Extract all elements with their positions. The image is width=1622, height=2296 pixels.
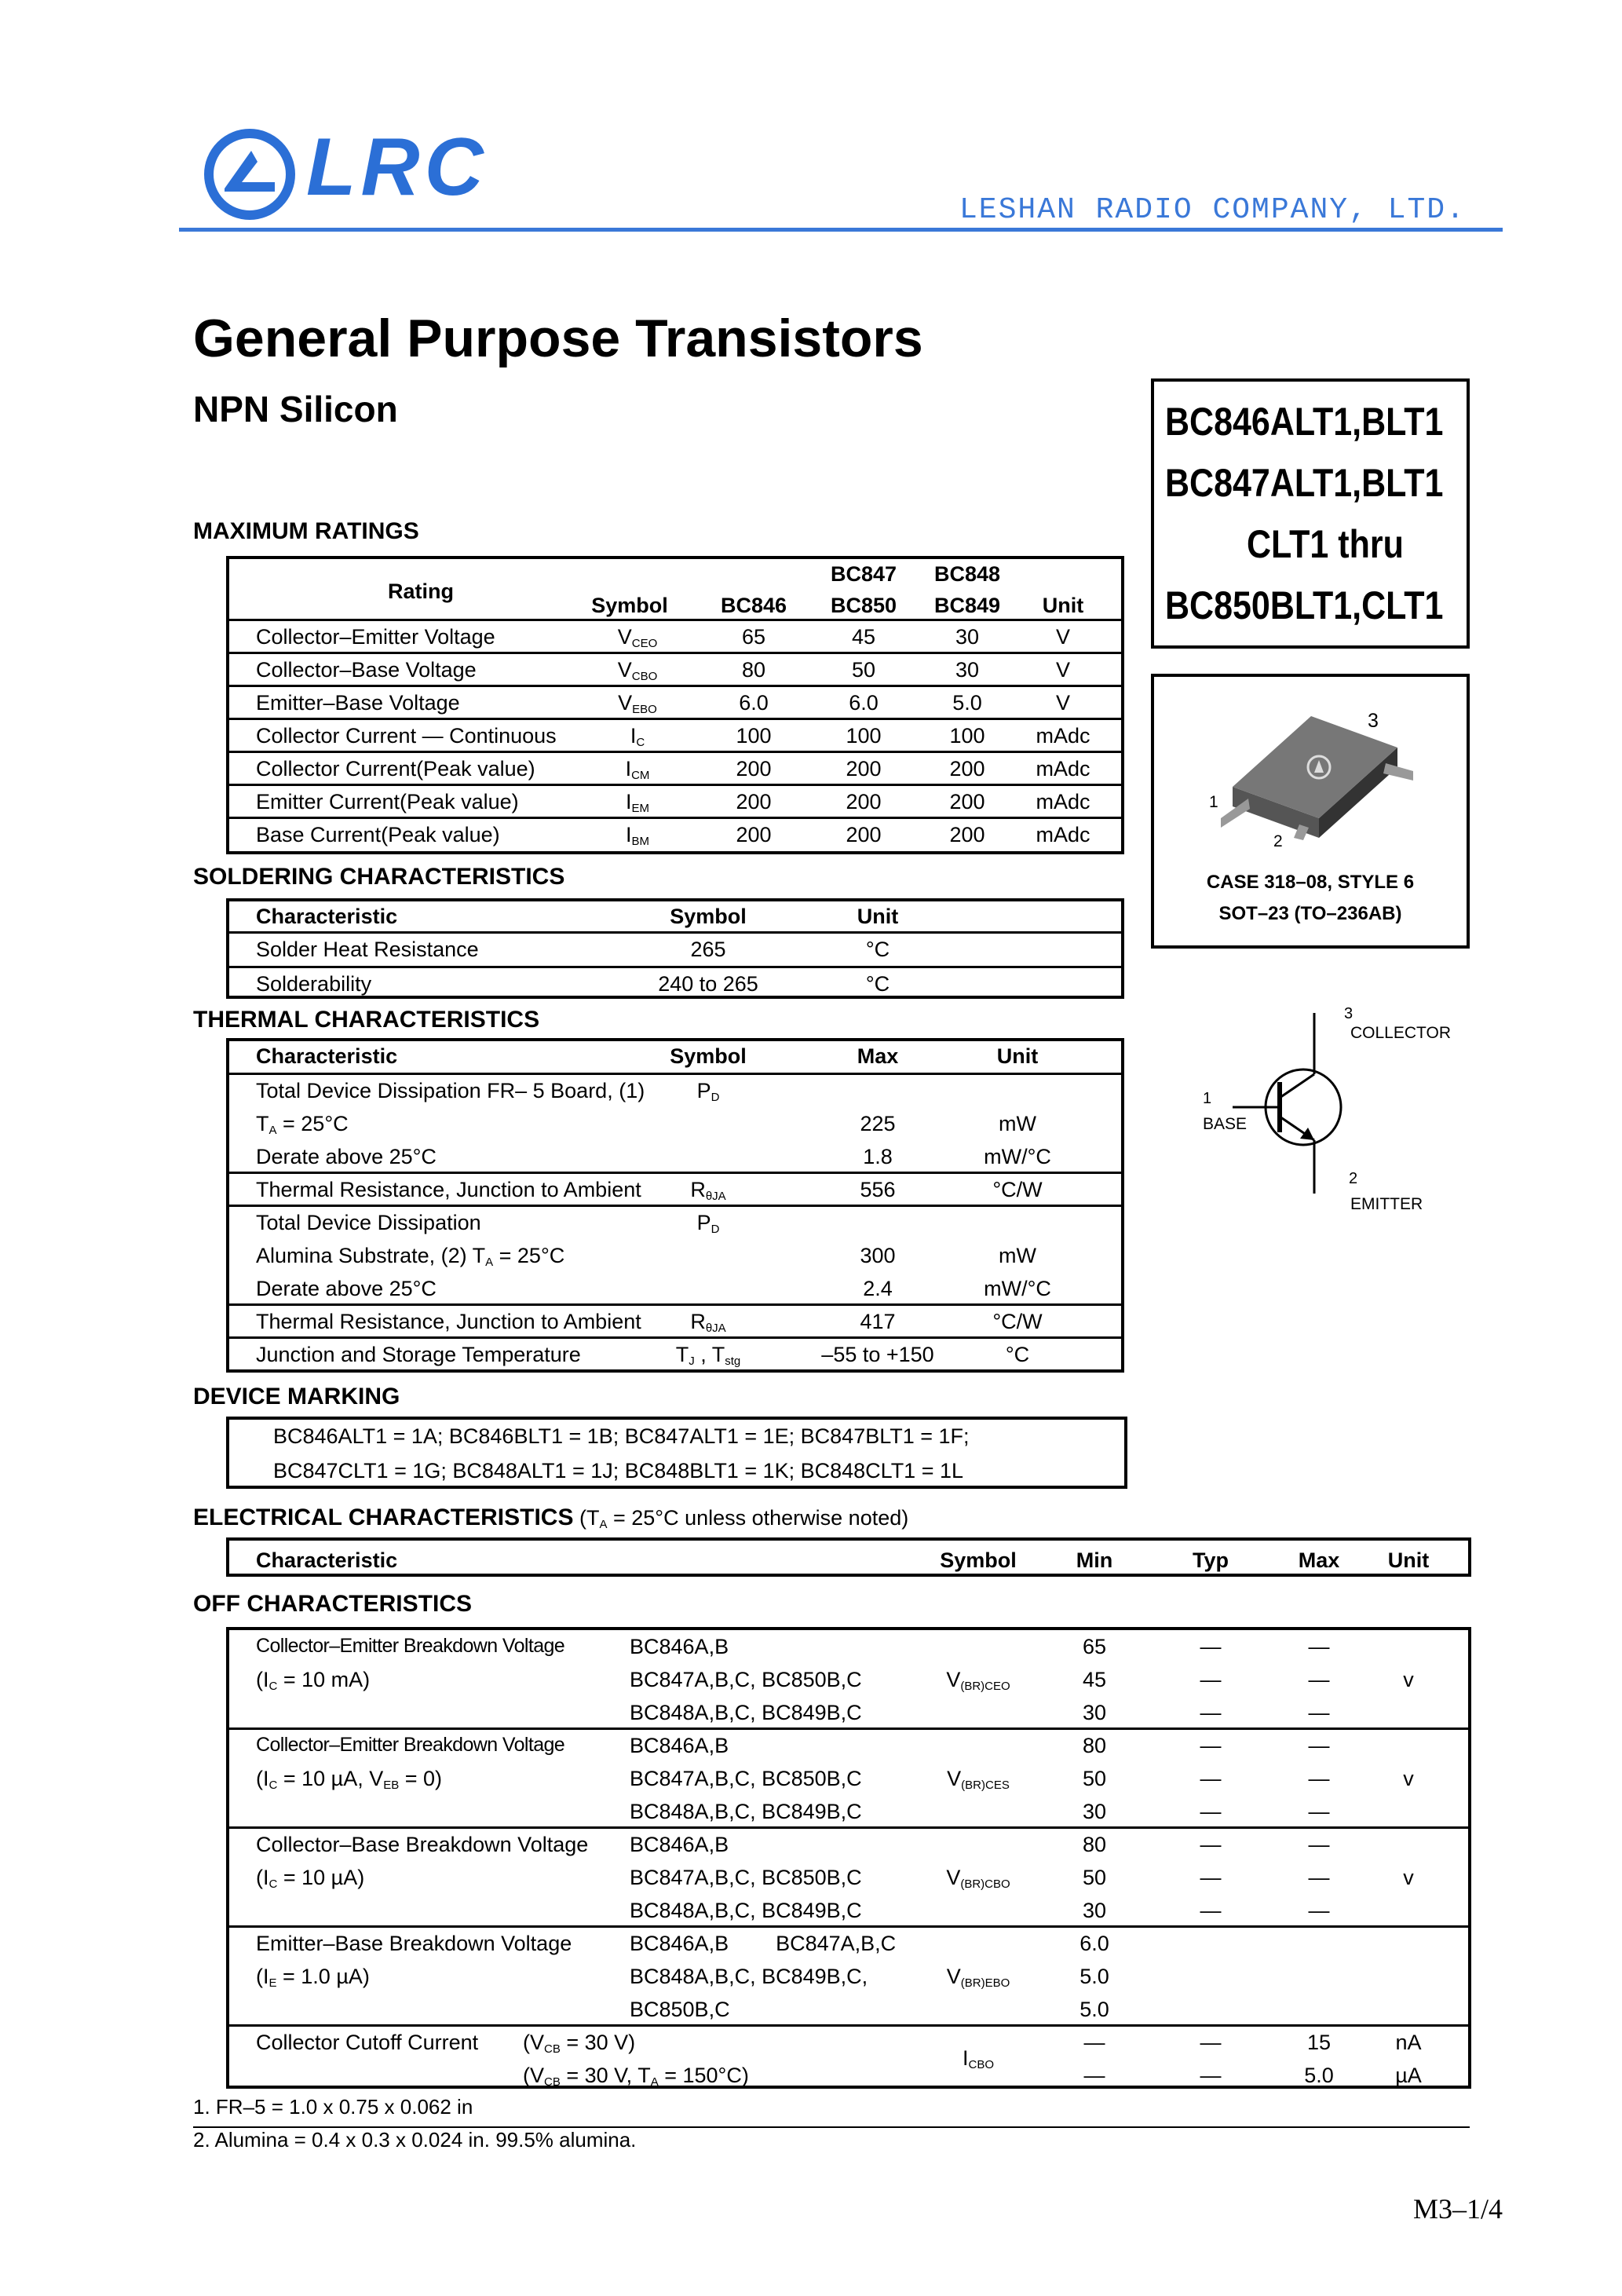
table-cell: —: [1308, 1734, 1330, 1757]
col-header: BC847: [830, 562, 897, 586]
schematic-collector-label: COLLECTOR: [1350, 1024, 1451, 1042]
table-cell: 556: [860, 1178, 896, 1201]
table-cell: Total Device Dissipation FR– 5 Board, (1): [256, 1079, 645, 1102]
group-condition: ($I_C = 10$ mA): [256, 1668, 371, 1693]
device-cell: BC850B,C: [630, 1998, 730, 2021]
table-cell: 80: [741, 658, 766, 682]
symbol-cell: $R_{\theta JA}$: [690, 1178, 726, 1203]
symbol-cell: $I_{BM}$: [625, 823, 650, 848]
page-title: General Purpose Transistors: [193, 309, 923, 368]
logo: [203, 122, 493, 221]
table-cell: —: [1083, 2031, 1105, 2054]
schematic-pin1: 1: [1203, 1090, 1212, 1107]
table-cell: —: [1308, 1767, 1330, 1790]
off-characteristics-table: [226, 1627, 1471, 2089]
table-cell: —: [1200, 2031, 1222, 2054]
table-cell: —: [1308, 1899, 1330, 1922]
table-cell: 6.0: [739, 691, 769, 715]
table-cell: 30: [955, 658, 980, 682]
table-cell: 6.0: [849, 691, 879, 715]
table-cell: Alumina Substrate, (2) $T_A = 25^\circ C$: [256, 1244, 565, 1269]
table-cell: Emitter Current(Peak value): [256, 790, 519, 813]
table-cell: v: [1403, 1866, 1414, 1889]
table-cell: 265: [690, 938, 726, 961]
package-sot: SOT–23 (TO–236AB): [1218, 903, 1402, 924]
table-cell: 200: [949, 757, 985, 781]
table-cell: 15: [1306, 2031, 1332, 2054]
table-cell: 100: [736, 724, 772, 748]
table-cell: 30: [1082, 1701, 1107, 1724]
soldering-table: [226, 898, 1124, 999]
schematic-emitter-label: EMITTER: [1350, 1195, 1423, 1213]
table-cell: nA: [1395, 2031, 1422, 2054]
package-case: CASE 318–08, STYLE 6: [1206, 872, 1415, 893]
lrc-logo-icon: [203, 127, 297, 221]
col-header: BC849: [933, 594, 1001, 617]
schematic-pin2: 2: [1349, 1170, 1358, 1187]
col-header: Min: [1076, 1548, 1113, 1572]
symbol-cell: $V_{(BR)CEO}$: [946, 1668, 1010, 1693]
table-cell: 200: [846, 757, 882, 781]
col-header: Characteristic: [256, 1548, 398, 1572]
table-cell: V: [1055, 658, 1071, 682]
device-cell: BC848A,B,C, BC849B,C: [630, 1701, 862, 1724]
table-cell: 200: [846, 790, 882, 813]
col-header: BC846: [720, 594, 787, 617]
page-subtitle: NPN Silicon: [193, 389, 398, 430]
table-cell: 200: [736, 823, 772, 846]
table-cell: 100: [949, 724, 985, 748]
symbol-cell: $V_{CBO}$: [617, 658, 658, 683]
col-header: Symbol: [591, 594, 668, 617]
table-cell: 80: [1082, 1734, 1107, 1757]
col-header: Characteristic: [256, 905, 398, 928]
table-cell: °C: [865, 972, 890, 996]
table-cell: —: [1200, 1899, 1222, 1922]
table-cell: —: [1308, 1866, 1330, 1889]
electrical-header-box: [226, 1537, 1471, 1577]
table-cell: v: [1403, 1767, 1414, 1790]
marking-line: BC847CLT1 = 1G; BC848ALT1 = 1J; BC848BLT1 = 1K; BC848CLT1 = 1L: [273, 1459, 964, 1483]
device-cell: BC848A,B,C, BC849B,C: [630, 1899, 862, 1922]
part-line: BC850BLT1,CLT1: [1165, 583, 1444, 627]
symbol-cell: $V_{(BR)EBO}$: [946, 1965, 1010, 1990]
part-line: BC847ALT1,BLT1: [1165, 461, 1444, 505]
table-cell: —: [1308, 1833, 1330, 1856]
col-header: Unit: [857, 905, 899, 928]
col-header: Max: [857, 1044, 899, 1068]
table-cell: °C/W: [992, 1178, 1043, 1201]
table-cell: 30: [1082, 1800, 1107, 1823]
table-cell: —: [1200, 1866, 1222, 1889]
group-name: Collector Cutoff Current: [256, 2031, 479, 2054]
table-cell: 80: [1082, 1833, 1107, 1856]
table-cell: —: [1200, 1734, 1222, 1757]
table-cell: mAdc: [1036, 823, 1090, 846]
device-cell: BC846A,B: [630, 1734, 729, 1757]
table-cell: 6.0: [1080, 1932, 1109, 1955]
symbol-cell: $T_J$ , $T_{stg}$: [675, 1343, 741, 1368]
col-header: Symbol: [670, 1044, 747, 1068]
table-cell: Thermal Resistance, Junction to Ambient: [256, 1178, 641, 1201]
col-header: Symbol: [940, 1548, 1017, 1572]
footnote: 1. FR–5 = 1.0 x 0.75 x 0.062 in: [193, 2095, 473, 2119]
table-cell: 45: [851, 625, 876, 649]
table-cell: —: [1308, 1668, 1330, 1691]
table-cell: 300: [860, 1244, 896, 1267]
table-cell: Base Current(Peak value): [256, 823, 500, 846]
table-cell: mW/°C: [984, 1145, 1051, 1168]
schematic-base-label: BASE: [1203, 1115, 1248, 1133]
table-cell: mAdc: [1036, 790, 1090, 813]
table-cell: —: [1200, 2064, 1222, 2087]
table-cell: Collector Current — Continuous: [256, 724, 557, 748]
symbol-cell: $V_{(BR)CBO}$: [946, 1866, 1010, 1891]
col-header: Characteristic: [256, 1044, 398, 1068]
table-cell: 5.0: [1304, 2064, 1334, 2087]
table-cell: °C: [1005, 1343, 1030, 1366]
table-cell: 5.0: [1080, 1998, 1109, 2021]
device-cell: BC846A,B BC847A,B,C: [630, 1932, 897, 1955]
footnote: 2. Alumina = 0.4 x 0.3 x 0.024 in. 99.5% alumina.: [193, 2128, 637, 2152]
table-cell: 50: [1082, 1866, 1107, 1889]
table-cell: 30: [1082, 1899, 1107, 1922]
symbol-cell: $V_{EBO}$: [618, 691, 657, 716]
symbol-cell: $I_{CM}$: [625, 757, 650, 782]
part-line: CLT1 thru: [1247, 522, 1404, 566]
table-cell: 200: [736, 757, 772, 781]
table-cell: V: [1055, 691, 1071, 715]
company-name: LESHAN RADIO COMPANY, LTD.: [959, 193, 1466, 227]
group-condition: ($I_C = 10$ µA): [256, 1866, 365, 1891]
thermal-table: [226, 1038, 1124, 1373]
table-cell: Emitter–Base Voltage: [256, 691, 460, 715]
col-header: Unit: [996, 1044, 1039, 1068]
table-cell: mAdc: [1036, 724, 1090, 748]
table-cell: 2.4: [863, 1277, 893, 1300]
device-cell: BC847A,B,C, BC850B,C: [630, 1866, 862, 1889]
table-cell: Junction and Storage Temperature: [256, 1343, 581, 1366]
table-cell: 200: [949, 823, 985, 846]
symbol-cell: $R_{\theta JA}$: [690, 1310, 726, 1335]
table-cell: —: [1308, 1635, 1330, 1658]
table-cell: —: [1308, 1701, 1330, 1724]
symbol-cell: $I_C$: [630, 724, 645, 749]
thermal-title: THERMAL CHARACTERISTICS: [193, 1007, 540, 1033]
table-cell: mAdc: [1036, 757, 1090, 781]
table-cell: °C/W: [992, 1310, 1043, 1333]
package-pin-label: 2: [1273, 832, 1283, 850]
package-pin-label: 1: [1209, 793, 1218, 811]
table-cell: 30: [955, 625, 980, 649]
table-cell: Solderability: [256, 972, 372, 996]
header-rule: [179, 228, 1503, 232]
table-cell: mW/°C: [984, 1277, 1051, 1300]
col-header: Symbol: [670, 905, 747, 928]
group-name: Emitter–Base Breakdown Voltage: [256, 1932, 572, 1955]
group-condition: ($I_E = 1.0$ µA): [256, 1965, 370, 1990]
table-cell: 200: [846, 823, 882, 846]
table-cell: Collector–Emitter Voltage: [256, 625, 495, 649]
col-header: BC848: [933, 562, 1001, 586]
device-cell: BC847A,B,C, BC850B,C: [630, 1767, 862, 1790]
table-cell: °C: [865, 938, 890, 961]
group-condition: ($I_C = 10$ µA, $V_{EB} = 0$): [256, 1767, 443, 1792]
device-cell: BC848A,B,C, BC849B,C: [630, 1800, 862, 1823]
table-cell: Thermal Resistance, Junction to Ambient: [256, 1310, 641, 1333]
table-cell: Collector Current(Peak value): [256, 757, 535, 781]
symbol-cell: $P_D$: [696, 1079, 720, 1104]
table-cell: mW: [999, 1112, 1036, 1135]
group-name: Collector–Emitter Breakdown Voltage: [256, 1635, 565, 1657]
soldering-title: SOLDERING CHARACTERISTICS: [193, 864, 565, 890]
device-cell: BC848A,B,C, BC849B,C,: [630, 1965, 868, 1988]
table-cell: 200: [949, 790, 985, 813]
table-cell: 417: [860, 1310, 896, 1333]
table-cell: —: [1200, 1833, 1222, 1856]
table-cell: Solder Heat Resistance: [256, 938, 479, 961]
table-cell: 225: [860, 1112, 896, 1135]
device-cell: BC846A,B: [630, 1833, 729, 1856]
table-cell: —: [1200, 1800, 1222, 1823]
symbol-cell: $V_{CEO}$: [617, 625, 658, 650]
table-cell: –55 to +150: [821, 1343, 934, 1366]
max-ratings-table: [226, 556, 1124, 854]
table-cell: 1.8: [863, 1145, 893, 1168]
table-cell: 50: [851, 658, 876, 682]
table-cell: Total Device Dissipation: [256, 1211, 481, 1234]
col-header: Max: [1298, 1548, 1340, 1572]
table-cell: —: [1200, 1701, 1222, 1724]
sot23-package-icon: [1201, 693, 1437, 842]
table-cell: —: [1200, 1668, 1222, 1691]
table-cell: 100: [846, 724, 882, 748]
table-cell: 45: [1082, 1668, 1107, 1691]
marking-line: BC846ALT1 = 1A; BC846BLT1 = 1B; BC847ALT1 = 1E; BC847BLT1 = 1F;: [273, 1424, 970, 1448]
max-ratings-title: MAXIMUM RATINGS: [193, 518, 419, 544]
schematic-pin3: 3: [1344, 1005, 1353, 1022]
table-cell: mW: [999, 1244, 1036, 1267]
transistor-schematic: [1193, 1005, 1492, 1233]
device-cell: BC847A,B,C, BC850B,C: [630, 1668, 862, 1691]
table-cell: 65: [1082, 1635, 1107, 1658]
package-pin-label: 3: [1368, 710, 1379, 732]
marking-box: [226, 1417, 1127, 1489]
electrical-title: ELECTRICAL CHARACTERISTICS: [193, 1504, 574, 1530]
table-cell: v: [1403, 1668, 1414, 1691]
condition-cell: ($V_{CB} = 30$ V, $T_A = 150^\circ C$): [523, 2064, 749, 2089]
col-header: BC850: [830, 594, 897, 617]
part-number-box: [1151, 378, 1470, 649]
table-cell: —: [1200, 1767, 1222, 1790]
electrical-cond: ($T_A = 25^\circ C$ unless otherwise noted): [573, 1506, 909, 1531]
table-cell: µA: [1395, 2064, 1422, 2087]
table-cell: —: [1200, 1635, 1222, 1658]
marking-title: DEVICE MARKING: [193, 1384, 400, 1409]
symbol-cell: $I_{EM}$: [625, 790, 650, 815]
package-box: [1151, 674, 1470, 949]
table-cell: 65: [741, 625, 766, 649]
col-header: Typ: [1193, 1548, 1229, 1572]
symbol-cell: $I_{CBO}$: [962, 2046, 995, 2071]
col-header: Rating: [388, 579, 454, 603]
table-cell: 200: [736, 790, 772, 813]
col-header: Unit: [1387, 1548, 1430, 1572]
table-cell: 240 to 265: [658, 972, 758, 996]
group-name: Collector–Emitter Breakdown Voltage: [256, 1734, 565, 1756]
table-cell: $T_A = 25^\circ C$: [256, 1112, 349, 1137]
group-name: Collector–Base Breakdown Voltage: [256, 1833, 589, 1856]
table-cell: —: [1308, 1800, 1330, 1823]
table-cell: V: [1055, 625, 1071, 649]
condition-cell: ($V_{CB} = 30$ V): [523, 2031, 636, 2056]
col-header: Unit: [1042, 594, 1084, 617]
off-characteristics-title: OFF CHARACTERISTICS: [193, 1591, 472, 1617]
table-cell: Collector–Base Voltage: [256, 658, 477, 682]
page-number: M3–1/4: [1413, 2193, 1503, 2225]
logo-text: LRC: [306, 122, 488, 213]
part-line: BC846ALT1,BLT1: [1165, 400, 1444, 444]
symbol-cell: $P_D$: [696, 1211, 720, 1236]
table-cell: 5.0: [952, 691, 982, 715]
table-cell: Derate above 25°C: [256, 1145, 437, 1168]
electrical-title-row: [193, 1504, 908, 1531]
table-cell: 5.0: [1080, 1965, 1109, 1988]
table-cell: 50: [1082, 1767, 1107, 1790]
table-cell: Derate above 25°C: [256, 1277, 437, 1300]
table-cell: —: [1083, 2064, 1105, 2087]
symbol-cell: $V_{(BR)CES}$: [947, 1767, 1010, 1792]
device-cell: BC846A,B: [630, 1635, 729, 1658]
